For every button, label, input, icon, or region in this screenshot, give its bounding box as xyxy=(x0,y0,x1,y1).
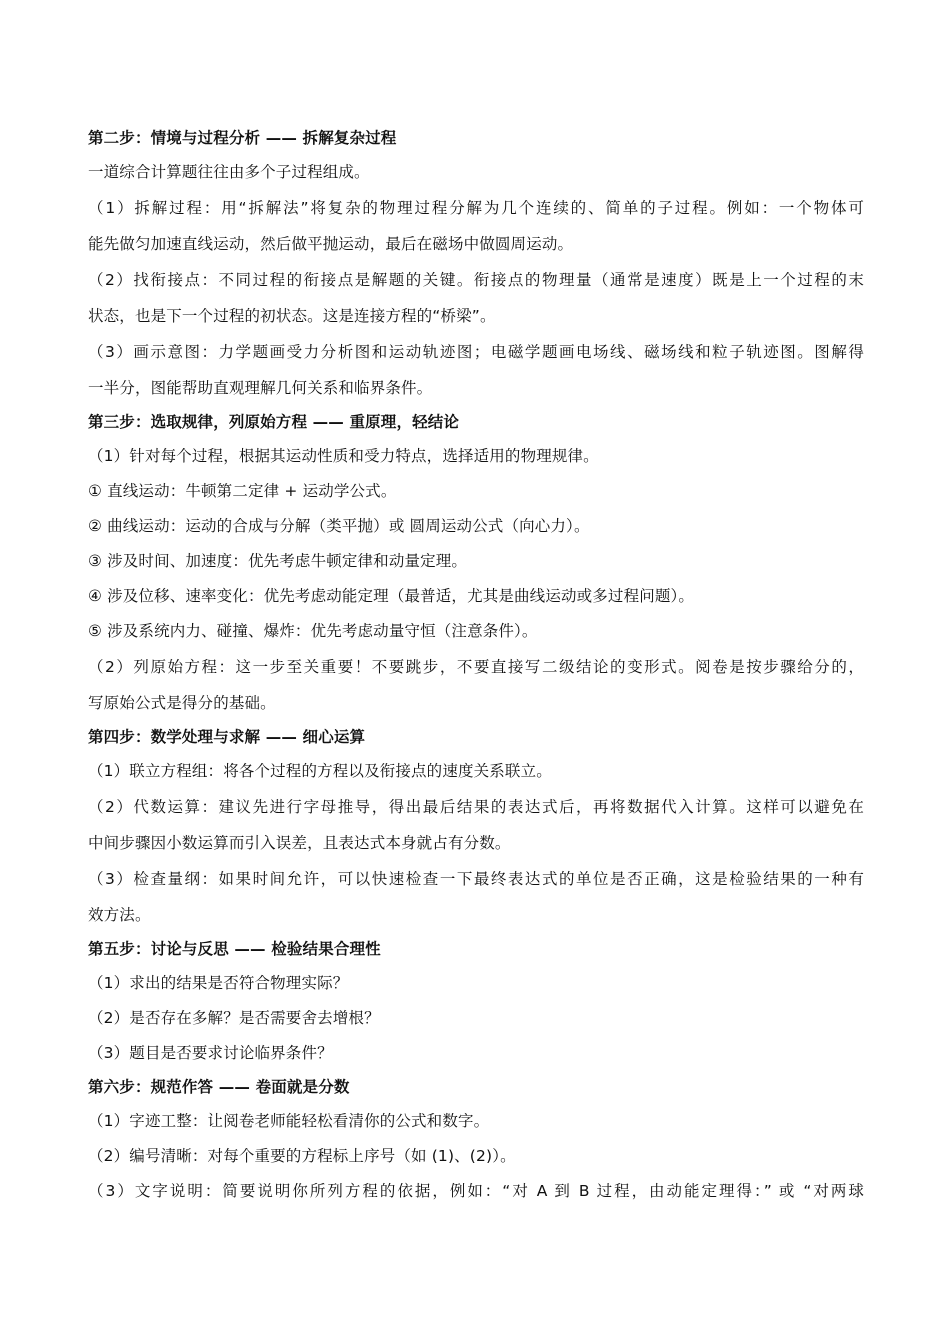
step2-p2-line2: 状态，也是下一个过程的初状态。这是连接方程的“桥梁”。 xyxy=(88,307,496,325)
step5-p2: （2）是否存在多解？是否需要舍去增根？ xyxy=(88,1009,380,1027)
step4-p2-line1: （2）代数运算：建议先进行字母推导，得出最后结果的表达式后，再将数据代入计算。这样可以避免在 xyxy=(88,798,864,816)
step6-p2: （2）编号清晰：对每个重要的方程标上序号（如 (1)、(2)）。 xyxy=(88,1147,516,1165)
step3-circle-item-2: ② 曲线运动：运动的合成与分解（类平抛）或 圆周运动公式（向心力）。 xyxy=(88,517,590,535)
step4-p3-line1: （3）检查量纲：如果时间允许，可以快速检查一下最终表达式的单位是否正确，这是检验结果的一种有 xyxy=(88,870,864,888)
step2-heading: 第二步：情境与过程分析 —— 拆解复杂过程 xyxy=(88,129,397,147)
step4-p2-line2: 中间步骤因小数运算而引入误差，且表达式本身就占有分数。 xyxy=(88,834,511,852)
step2-p3-line1: （3）画示意图：力学题画受力分析图和运动轨迹图；电磁学题画电场线、磁场线和粒子轨迹图。图解得 xyxy=(88,343,864,361)
step4-heading: 第四步：数学处理与求解 —— 细心运算 xyxy=(88,728,366,746)
step5-p1: （1）求出的结果是否符合物理实际？ xyxy=(88,974,349,992)
step3-p1: （1）针对每个过程，根据其运动性质和受力特点，选择适用的物理规律。 xyxy=(88,447,599,465)
step3-p2-line1: （2）列原始方程：这一步至关重要！不要跳步，不要直接写二级结论的变形式。阅卷是按步骤给分的， xyxy=(88,658,864,676)
step2-p1-line2: 能先做匀加速直线运动，然后做平抛运动，最后在磁场中做圆周运动。 xyxy=(88,235,574,253)
step4-p3-line2: 效方法。 xyxy=(88,906,151,924)
step5-p3: （3）题目是否要求讨论临界条件？ xyxy=(88,1044,333,1062)
step3-circle-item-5: ⑤ 涉及系统内力、碰撞、爆炸：优先考虑动量守恒（注意条件）。 xyxy=(88,622,538,640)
step2-intro: 一道综合计算题往往由多个子过程组成。 xyxy=(88,163,370,181)
step2-p3-line2: 一半分，图能帮助直观理解几何关系和临界条件。 xyxy=(88,379,433,397)
step3-p2-line2: 写原始公式是得分的基础。 xyxy=(88,694,276,712)
step3-heading: 第三步：选取规律，列原始方程 —— 重原理，轻结论 xyxy=(88,413,460,431)
step3-circle-item-4: ④ 涉及位移、速率变化：优先考虑动能定理（最普适，尤其是曲线运动或多过程问题）。 xyxy=(88,587,695,605)
step6-p3: （3）文字说明：简要说明你所列方程的依据，例如：“对 A 到 B 过程，由动能定理得：” 或 “对两球 xyxy=(88,1182,864,1200)
step6-p1: （1）字迹工整：让阅卷老师能轻松看清你的公式和数字。 xyxy=(88,1112,490,1130)
step3-circle-item-1: ① 直线运动：牛顿第二定律 + 运动学公式。 xyxy=(88,482,397,500)
document-page xyxy=(88,122,864,1209)
step4-p1: （1）联立方程组：将各个过程的方程以及衔接点的速度关系联立。 xyxy=(88,762,552,780)
step6-heading: 第六步：规范作答 —— 卷面就是分数 xyxy=(88,1078,350,1096)
step2-p2-line1: （2）找衔接点：不同过程的衔接点是解题的关键。衔接点的物理量（通常是速度）既是上一个过程的末 xyxy=(88,271,864,289)
step5-heading: 第五步：讨论与反思 —— 检验结果合理性 xyxy=(88,940,381,958)
step2-p1-line1: （1）拆解过程：用“拆解法”将复杂的物理过程分解为几个连续的、简单的子过程。例如：一个物体可 xyxy=(88,199,864,217)
step3-circle-item-3: ③ 涉及时间、加速度：优先考虑牛顿定律和动量定理。 xyxy=(88,552,468,570)
